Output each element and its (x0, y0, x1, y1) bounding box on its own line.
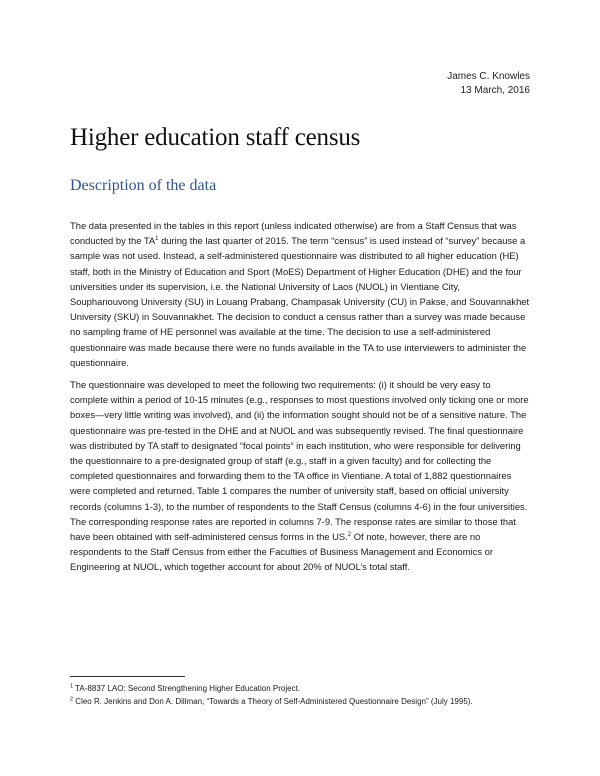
paragraph-1-text-a: The data presented in the tables in this report (unless indicated otherwise) are from a Staff Census that was conducted by the TA (70, 220, 517, 247)
author-block (447, 70, 530, 98)
footnote-1-text: TA-8837 LAO: Second Strengthening Higher Education Project. (73, 684, 301, 693)
footnote-1 (70, 683, 540, 696)
section-heading: Description of the data (70, 177, 217, 194)
paragraph-2 (70, 377, 530, 575)
footnote-divider (70, 676, 185, 677)
paragraph-1-text-b: during the last quarter of 2015. The term “census” is used instead of “survey” because a sample was not used. Instead, a self-administered questionnaire was distributed to all higher education (HE) staff, both in the Ministry of Education and Sport (MoES) Department of Higher Education (DHE) and the four universities under its supervision, i.e. the National University of Laos (NUOL) in Vientiane City, Souphanouvong University (SU) in Louang Prabang, Champasak University (CU) in Pakse, and Souvannakhet University (SKU) in Souvannakhet. The decision to conduct a census rather than a survey was made because no sampling frame of HE personnel was available at the time. The decision to use a self-administered questionnaire was made because there were no funds available in the TA to use interviewers to administer the questionnaire. (70, 235, 530, 368)
body-text (70, 218, 530, 582)
footnote-2-text: Cleo R. Jenkins and Don A. Dillman, “Towards a Theory of Self-Administered Questionnaire Design” (July 1995). (73, 696, 473, 706)
footnote-2 (70, 696, 540, 709)
document-date: 13 March, 2016 (460, 85, 530, 96)
footnote-ref-1[interactable]: 1 (155, 236, 159, 243)
footnote-2-marker: 2 (70, 695, 74, 702)
document-title: Higher education staff census (70, 124, 361, 151)
footnotes (70, 683, 540, 708)
paragraph-1 (70, 218, 530, 370)
paragraph-2-text-a: The questionnaire was developed to meet the following two requirements: (i) it should be very easy to complete within a period of 10-15 minutes (e.g., responses to most questions involved only ticking one or more boxes—very little writing was involved), and (ii) the information sought should not be of a sensitive nature. The questionnaire was pre-tested in the DHE and at NUOL and was subsequently revised. The final questionnaire was distributed by TA staff to designated “focal points” in each institution, who were responsible for delivering the questionnaire to a pre-designated group of staff (e.g., staff in a given faculty) and for collecting the completed questionnaires and forwarding them to the TA office in Vientiane. A total of 1,882 questionnaires were completed and returned. Table 1 compares the number of university staff, based on official university records (columns 1-3), to the number of respondents to the Staff Census (columns 4-6) in the four universities. The corresponding response rates are reported in columns 7-9. The response rates are similar to those that have been obtained with self-administered census forms in the US. (70, 379, 529, 543)
author-name: James C. Knowles (447, 71, 530, 82)
footnote-1-marker: 1 (70, 683, 74, 690)
footnote-ref-2[interactable]: 2 (347, 531, 352, 538)
paragraph-2-text-b: Of note, however, there are no respondents to the Staff Census from either the Faculties of Business Management and Economics or Engineering at NUOL, which together account for about 20% of NUOL’s total staff. (70, 531, 493, 573)
